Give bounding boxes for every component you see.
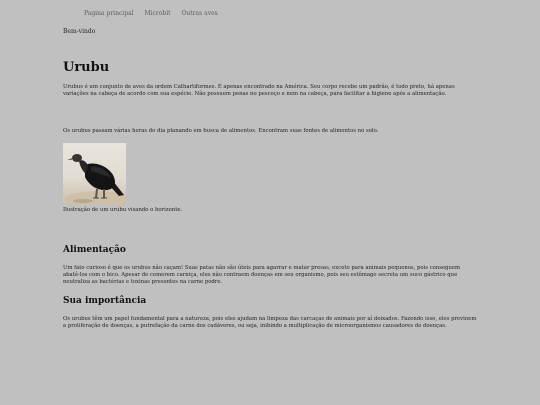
welcome-text: Bem-vindo [63,28,96,35]
intro-paragraph: Urubus é um conjunto de aves da ordem Cathartiformes. É apenas encontrado na América. Seu corpo recebe um padrão, é todo preto, há apenas variações na cabeça de acordo com sua espécie. Não possuem penas no pescoço e nem na cabeça, para facilitar a higiene após a alimentação. [63,84,455,97]
vulture-photo [63,143,126,205]
vulture-illustration-icon [63,143,126,205]
flight-paragraph: Os urubus passam várias horas do dia planando em busca de alimentos. Encontram suas fontes de alimentos no solo. [63,128,379,134]
page-title: Urubu [63,60,110,75]
nav-link-outras-aves[interactable]: Outras aves [181,10,218,17]
section-heading-alimentacao: Alimentação [63,245,126,255]
figure-caption: Ilustração de um urubu visando o horizonte. [63,207,183,213]
top-nav [84,10,227,17]
nav-link-pagina-principal[interactable]: Pagina principal [84,10,134,17]
section-text-alimentacao: Um fato curioso é que os urubus não caçam! Suas patas não são úteis para agarrar e matar presas, exceto para animais pequenos, pois conseguem abatê-los com o bico. Apesar de comerem carniça, eles não contraem doenças em seu organismo, pois seu estômago secreta um suco gástrico que neutraliza as bactérias e toxinas presentes na carne podre. [63,265,461,285]
section-heading-importancia: Sua importância [63,296,147,306]
section-text-importancia: Os urubus têm um papel fundamental para a natureza, pois eles ajudam na limpeza das carcaças de animais por aí deixados. Fazendo isso, eles previnem a proliferação de doenças, a putrefação da carne dos cadáveres, ou seja, inibindo a multiplicação de microorganismos causadores de doenças. [63,316,477,329]
nav-link-microbit[interactable]: Microbit [144,10,171,17]
